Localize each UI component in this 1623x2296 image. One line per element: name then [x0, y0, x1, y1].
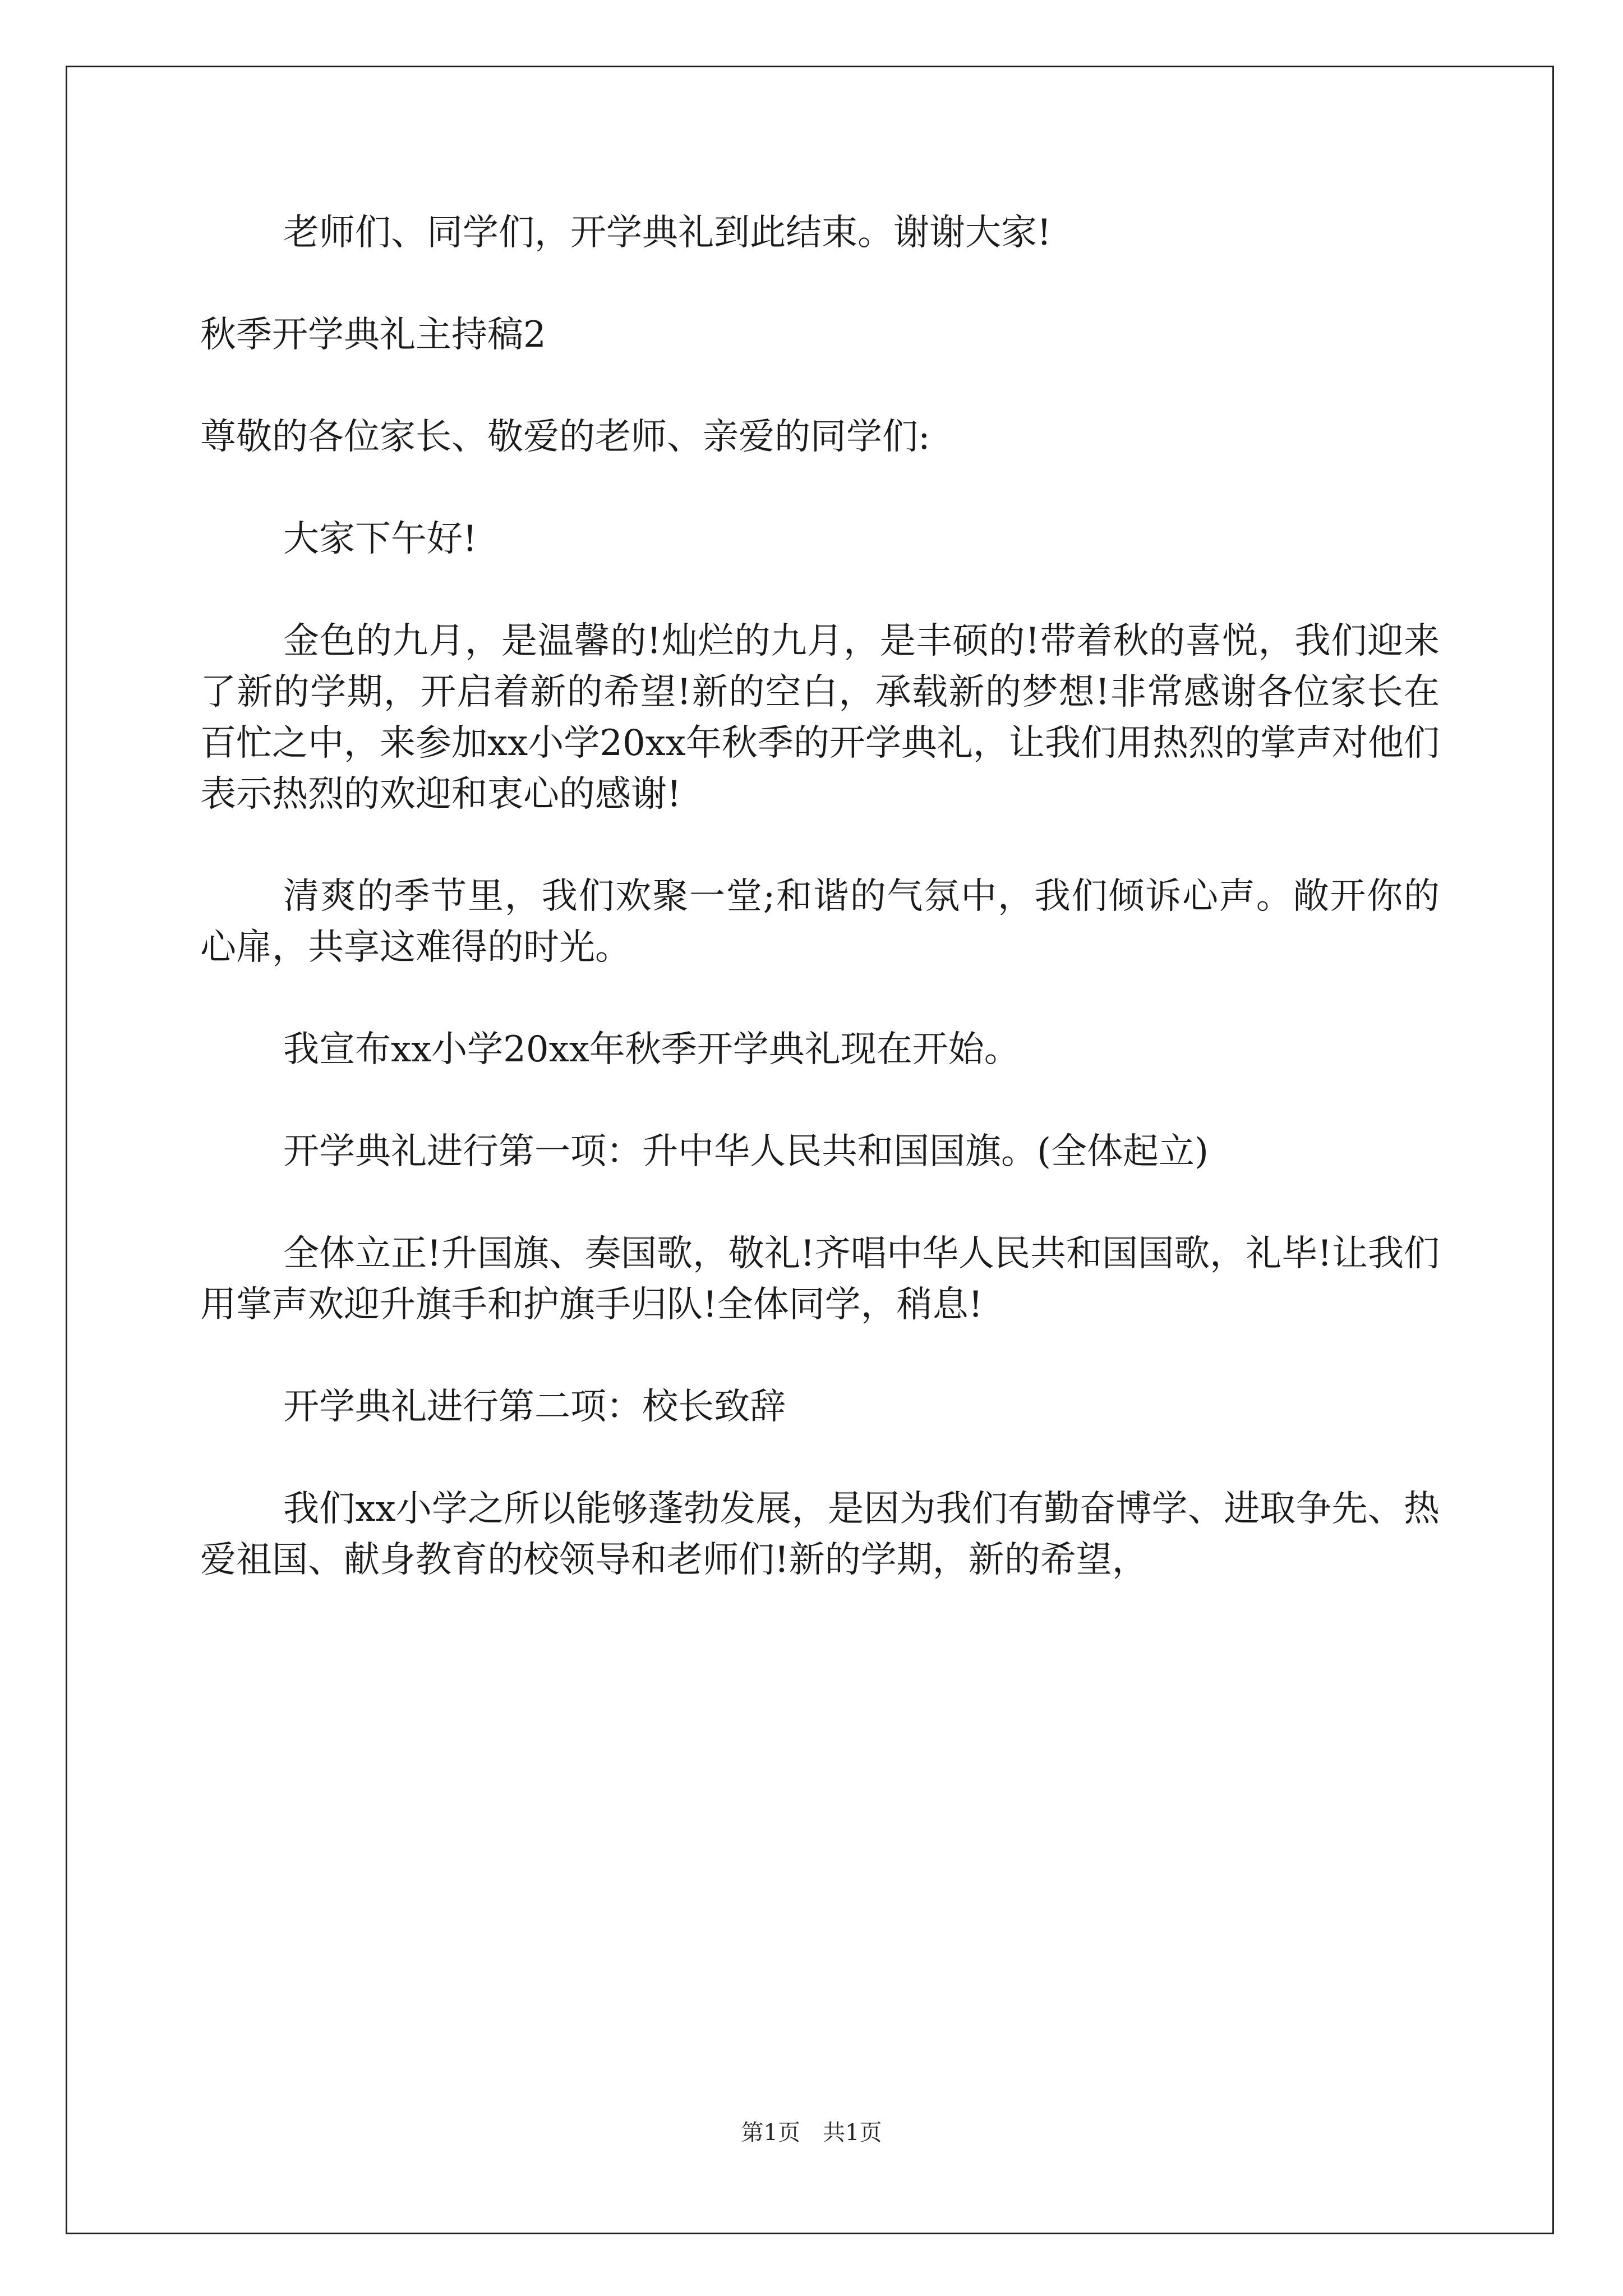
body-paragraph: 我们xx小学之所以能够蓬勃发展，是因为我们有勤奋博学、进取争先、热爱祖国、献身教育的校领导和老师们!新的学期，新的希望，	[200, 1488, 1440, 1581]
page-number-footer: 第1页 共1页	[741, 2120, 882, 2146]
greeting: 大家下午好!	[283, 518, 477, 560]
body-paragraph: 清爽的季节里，我们欢聚一堂;和谐的气氛中，我们倾诉心声。敞开你的心扉，共享这难得的时光。	[200, 876, 1440, 968]
agenda-item: 开学典礼进行第一项：升中华人民共和国国旗。(全体起立)	[283, 1131, 1209, 1172]
section-title: 秋季开学典礼主持稿2	[200, 314, 546, 356]
body-paragraph: 我宣布xx小学20xx年秋季开学典礼现在开始。	[283, 1029, 1020, 1070]
closing-paragraph: 老师们、同学们，开学典礼到此结束。谢谢大家!	[283, 212, 1052, 254]
salutation: 尊敬的各位家长、敬爱的老师、亲爱的同学们:	[200, 416, 930, 458]
document-body	[200, 208, 1440, 1637]
agenda-item: 开学典礼进行第二项：校长致辞	[283, 1386, 786, 1428]
body-paragraph: 全体立正!升国旗、奏国歌，敬礼!齐唱中华人民共和国国歌，礼毕!让我们用掌声欢迎升旗手和护旗手归队!全体同学，稍息!	[200, 1233, 1440, 1326]
body-paragraph: 金色的九月，是温馨的!灿烂的九月，是丰硕的!带着秋的喜悦，我们迎来了新的学期，开启着新的希望!新的空白，承载新的梦想!非常感谢各位家长在百忙之中，来参加xx小学20xx年秋季的开学典礼，让我们用热烈的掌声对他们表示热烈的欢迎和衷心的感谢!	[200, 620, 1440, 815]
